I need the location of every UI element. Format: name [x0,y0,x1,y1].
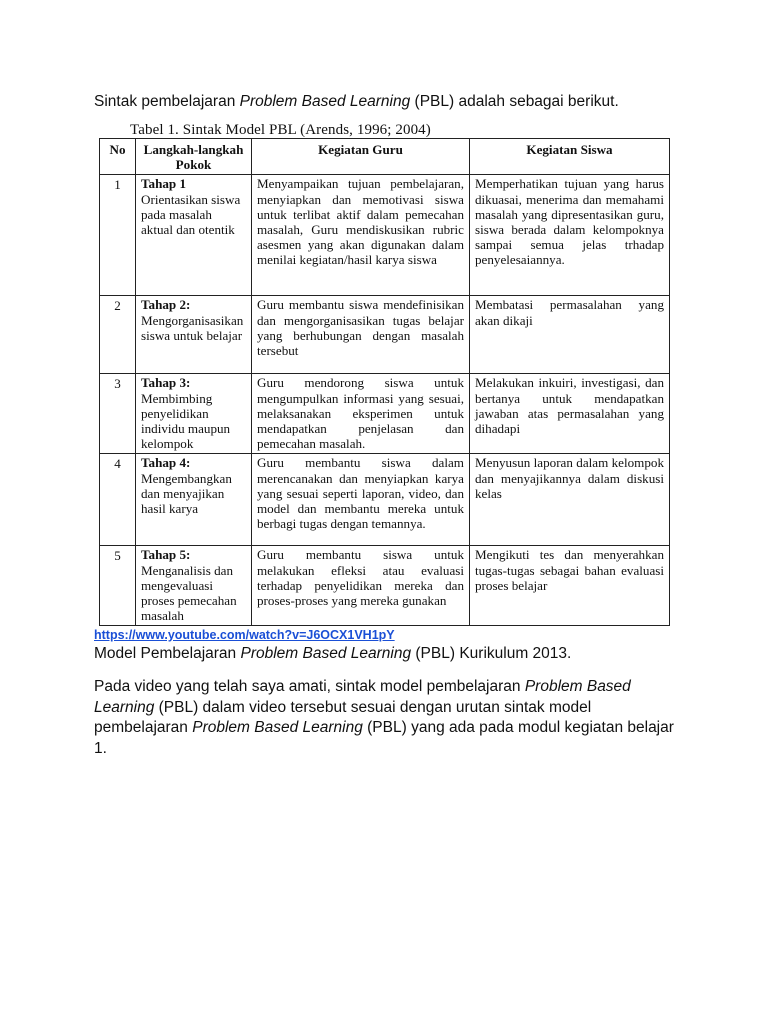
row-siswa: Melakukan inkuiri, investigasi, dan bertanya untuk mendapatkan jawaban atas permasalahan yang dihadapi [470,374,670,454]
table-row [100,546,670,626]
header-langkah: Langkah-langkah Pokok [136,139,252,175]
table-header-row [100,139,670,175]
row-siswa: Membatasi permasalahan yang akan dikaji [470,296,670,374]
row-stage: Tahap 3: [141,375,191,391]
para-part-2: (PBL) dalam video tersebut sesuai dengan urutan sintak model pembelajaran [94,698,592,736]
row-no: 1 [100,175,136,296]
intro-before: Sintak pembelajaran [94,93,240,110]
para-italic-1: Problem Based Learning [94,678,631,716]
row-step [136,175,252,296]
youtube-video-link[interactable]: https://www.youtube.com/watch?v=J6OCX1VH1pY [94,628,395,642]
row-no: 2 [100,296,136,374]
row-guru: Guru membantu siswa untuk melakukan efleksi atau evaluasi terhadap penyelidikan mereka dan proses-proses yang mereka gunakan [252,546,470,626]
row-no: 3 [100,374,136,454]
row-step-desc: Orientasikan siswa pada masalah aktual dan otentik [141,191,241,238]
table-row [100,374,670,454]
video-caption-italic: Problem Based Learning [240,645,412,662]
header-guru: Kegiatan Guru [252,139,470,175]
row-step [136,374,252,454]
row-step [136,296,252,374]
row-step-desc: Mengorganisasikan siswa untuk belajar [141,312,244,343]
video-caption [94,644,694,664]
row-siswa: Mengikuti tes dan menyerahkan tugas-tugas sebagai bahan evaluasi proses belajar [470,546,670,626]
row-guru: Menyampaikan tujuan pembelajaran, menyiapkan dan memotivasi siswa untuk terlibat aktif dalam pemecahan masalah, Guru mendiskusikan rubric asesmen yang akan digunakan dalam menilai kegiatan/hasil karya siswa [252,175,470,296]
table-row [100,296,670,374]
table-row [100,454,670,546]
row-stage: Tahap 5: [141,547,191,563]
row-stage: Tahap 2: [141,297,191,313]
intro-text [94,92,694,112]
pbl-syntax-table [99,138,670,626]
row-siswa: Memperhatikan tujuan yang harus dikuasai, menerima dan memahami masalah yang dipresentasikan guru, siswa berada dalam kelompoknya sampai semua jelas trhadap penyelesaiannya. [470,175,670,296]
para-part-3: (PBL) yang ada pada modul kegiatan belajar 1. [94,719,674,757]
video-caption-before: Model Pembelajaran [94,645,241,662]
video-caption-after: (PBL) Kurikulum 2013. [411,645,572,662]
row-step-desc: Mengembangkan dan menyajikan hasil karya [141,470,232,517]
para-part-1: Pada video yang telah saya amati, sintak model pembelajaran [94,678,525,695]
row-step-desc: Menganalisis dan mengevaluasi proses pemecahan masalah [141,562,237,624]
row-guru: Guru mendorong siswa untuk mengumpulkan informasi yang sesuai, melaksanakan eksperimen untuk mendapatkan penjelasan dan pemecahan masalah. [252,374,470,454]
row-stage: Tahap 1 [141,176,187,192]
row-no: 5 [100,546,136,626]
intro-after: (PBL) adalah sebagai berikut. [410,93,619,110]
table-row [100,175,670,296]
row-step [136,546,252,626]
row-guru: Guru membantu siswa mendefinisikan dan mengorganisasikan tugas belajar yang berhubungan dengan masalah tersebut [252,296,470,374]
table-caption: Tabel 1. Sintak Model PBL (Arends, 1996; 2004) [130,122,431,138]
intro-italic: Problem Based Learning [239,93,411,110]
row-step [136,454,252,546]
row-stage: Tahap 4: [141,455,191,471]
row-siswa: Menyusun laporan dalam kelompok dan menyajikannya dalam diskusi kelas [470,454,670,546]
body-paragraph [94,677,684,759]
header-siswa: Kegiatan Siswa [470,139,670,175]
row-guru: Guru membantu siswa dalam merencanakan dan menyiapkan karya yang sesuai seperti laporan, video, dan model dan membantu mereka untuk berbagi tugas dengan temannya. [252,454,470,546]
para-italic-2: Problem Based Learning [192,719,363,736]
header-no: No [100,139,136,175]
row-step-desc: Membimbing penyelidikan individu maupun kelompok [141,390,231,452]
row-no: 4 [100,454,136,546]
